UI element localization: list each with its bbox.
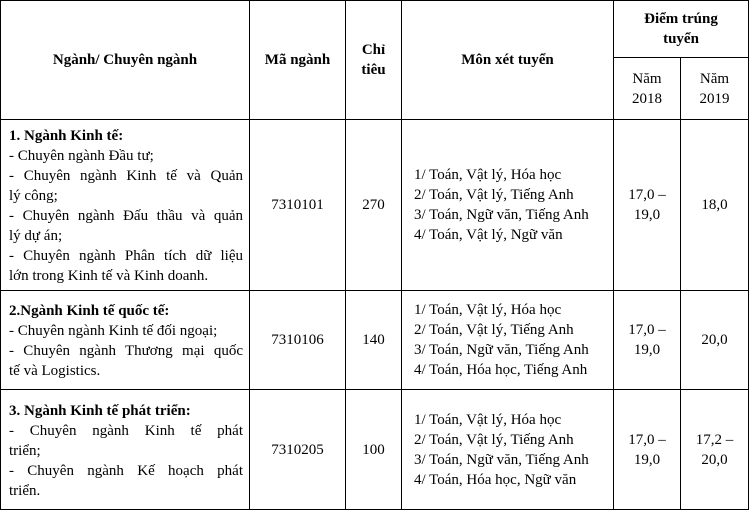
diem-2019-line2: 20,0	[701, 451, 728, 468]
table-row	[1, 120, 749, 291]
header-chi-tieu-line2: tiêu	[361, 62, 386, 78]
table-row	[1, 291, 749, 390]
major-line: tế và Logistics.	[9, 363, 101, 379]
header-diem-trung-tuyen	[614, 1, 749, 58]
subject-combo: 4/ Toán, Hóa học, Tiếng Anh	[414, 362, 588, 378]
chi-tieu-cell: 140	[346, 291, 402, 390]
major-line: - Chuyên ngành Kinh tế đối ngoại;	[9, 323, 218, 339]
subject-combo: 2/ Toán, Vật lý, Tiếng Anh	[414, 187, 574, 203]
ma-nganh-cell: 7310205	[250, 390, 346, 510]
subject-combo: 3/ Toán, Ngữ văn, Tiếng Anh	[414, 207, 589, 223]
subject-combo: 3/ Toán, Ngữ văn, Tiếng Anh	[414, 451, 589, 468]
diem-2019-line1: 17,2 –	[695, 431, 734, 448]
diem-2018-line2: 19,0	[633, 342, 661, 358]
diem-2018-cell	[614, 120, 681, 291]
major-cell	[1, 120, 250, 291]
table-row	[1, 390, 749, 510]
major-cell	[1, 291, 250, 390]
header-chi-tieu	[346, 1, 402, 120]
major-title: 2.Ngành Kinh tế quốc tế:	[9, 303, 170, 319]
major-line: - Chuyên ngành Kinh tế và Quản	[9, 168, 243, 184]
mon-xet-tuyen-cell	[402, 291, 614, 390]
subject-combo: 4/ Toán, Vật lý, Ngữ văn	[414, 227, 563, 243]
header-nam-2019-line2: 2019	[699, 90, 730, 107]
header-ma-nganh: Mã ngành	[250, 1, 346, 120]
header-nam-2018-line2: 2018	[632, 90, 662, 107]
header-nam-2018	[614, 58, 681, 120]
diem-2019-cell	[681, 120, 749, 291]
diem-2019-line1: 20,0	[701, 332, 728, 348]
major-line: - Chuyên ngành Phân tích dữ liệu	[9, 248, 243, 264]
diem-2018-line2: 19,0	[633, 451, 661, 468]
header-nam-2018-line1: Năm	[632, 70, 662, 87]
major-line: - Chuyên ngành Đầu tư;	[9, 148, 154, 164]
header-mon-xet-tuyen: Môn xét tuyển	[402, 1, 614, 120]
major-title: 1. Ngành Kinh tế:	[9, 128, 124, 144]
mon-xet-tuyen-cell	[402, 390, 614, 510]
major-line: - Chuyên ngành Kế hoạch phát	[9, 462, 243, 479]
ma-nganh-cell: 7310101	[250, 120, 346, 291]
subject-combo: 4/ Toán, Hóa học, Ngữ văn	[414, 471, 577, 488]
header-nganh: Ngành/ Chuyên ngành	[1, 1, 250, 120]
diem-2018-cell	[614, 390, 681, 510]
subject-combo: 1/ Toán, Vật lý, Hóa học	[414, 411, 562, 428]
chi-tieu-cell: 100	[346, 390, 402, 510]
ma-nganh-cell: 7310106	[250, 291, 346, 390]
diem-2018-line1: 17,0 –	[628, 322, 666, 338]
major-cell	[1, 390, 250, 510]
major-line: triển.	[9, 482, 41, 499]
major-line: lý dự án;	[9, 228, 63, 244]
mon-xet-tuyen-cell	[402, 120, 614, 291]
diem-2019-cell	[681, 291, 749, 390]
subject-combo: 1/ Toán, Vật lý, Hóa học	[414, 167, 562, 183]
header-diem-line2: tuyển	[663, 31, 699, 47]
diem-2019-line1: 18,0	[701, 197, 728, 213]
major-line: - Chuyên ngành Kinh tế phát	[9, 422, 243, 439]
major-title: 3. Ngành Kinh tế phát triển:	[9, 402, 191, 419]
header-row-1	[1, 1, 749, 58]
header-chi-tieu-line1: Chỉ	[361, 42, 386, 58]
major-line: - Chuyên ngành Thương mại quốc	[9, 343, 243, 359]
major-line: - Chuyên ngành Đấu thầu và quản	[9, 208, 243, 224]
header-nam-2019-line1: Năm	[699, 70, 730, 87]
diem-2019-cell	[681, 390, 749, 510]
header-nam-2019	[681, 58, 749, 120]
subject-combo: 1/ Toán, Vật lý, Hóa học	[414, 302, 562, 318]
major-line: triển;	[9, 442, 41, 459]
diem-2018-cell	[614, 291, 681, 390]
major-line: lý công;	[9, 188, 58, 204]
header-diem-line1: Điểm trúng	[644, 11, 718, 27]
subject-combo: 3/ Toán, Ngữ văn, Tiếng Anh	[414, 342, 589, 358]
diem-2018-line1: 17,0 –	[628, 187, 666, 203]
chi-tieu-cell: 270	[346, 120, 402, 291]
diem-2018-line2: 19,0	[633, 207, 661, 223]
major-line: lớn trong Kinh tế và Kinh doanh.	[9, 268, 209, 284]
diem-2018-line1: 17,0 –	[628, 431, 666, 448]
subject-combo: 2/ Toán, Vật lý, Tiếng Anh	[414, 431, 574, 448]
subject-combo: 2/ Toán, Vật lý, Tiếng Anh	[414, 322, 574, 338]
